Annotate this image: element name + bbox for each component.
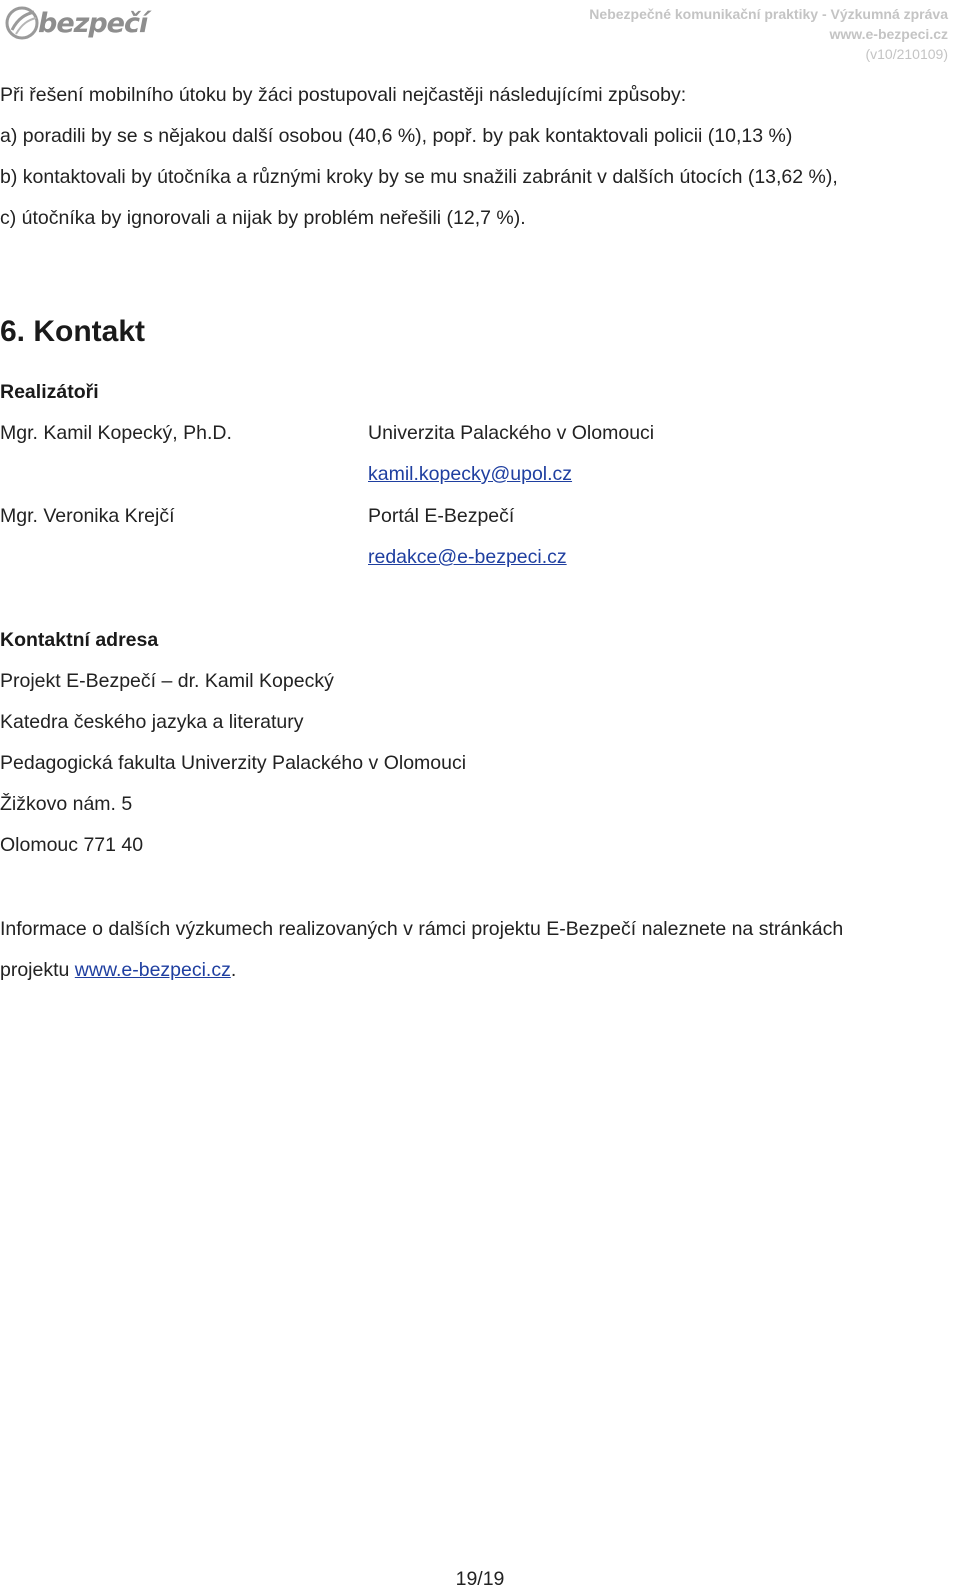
logo-text: bezpečí bbox=[38, 7, 148, 39]
document-title: Nebezpečné komunikační praktiky - Výzkumná zpráva bbox=[589, 6, 948, 22]
logo bbox=[4, 2, 154, 44]
intro-line: Při řešení mobilního útoku by žáci postupovali nejčastěji následujícími způsoby: bbox=[0, 84, 687, 106]
intro-item-c: c) útočníka by ignorovali a nijak by problém neřešili (12,7 %). bbox=[0, 207, 526, 229]
info-line: Informace o dalších výzkumech realizovaných v rámci projektu E-Bezpečí naleznete na stránkách bbox=[0, 918, 844, 940]
address-heading: Kontaktní adresa bbox=[0, 629, 159, 651]
page-number: 19/19 bbox=[455, 1568, 505, 1590]
page-header bbox=[0, 0, 960, 62]
address-line: Olomouc 771 40 bbox=[0, 834, 144, 856]
address-line: Projekt E-Bezpečí – dr. Kamil Kopecký bbox=[0, 670, 334, 692]
document-version: (v10/210109) bbox=[865, 46, 948, 62]
section-heading: 6. Kontakt bbox=[0, 315, 146, 348]
address-line: Žižkovo nám. 5 bbox=[0, 793, 133, 815]
person2-email-link[interactable]: redakce@e-bezpeci.cz bbox=[368, 546, 567, 568]
person1-name: Mgr. Kamil Kopecký, Ph.D. bbox=[0, 422, 232, 444]
person1-org: Univerzita Palackého v Olomouci bbox=[368, 422, 655, 444]
intro-item-b: b) kontaktovali by útočníka a různými kroky by se mu snažili zabránit v dalších útocích (13,62 %), bbox=[0, 166, 838, 188]
website-link[interactable]: www.e-bezpeci.cz bbox=[74, 959, 231, 981]
intro-item-a: a) poradili by se s nějakou další osobou (40,6 %), popř. by pak kontaktovali policii (10,13 %) bbox=[0, 125, 793, 147]
person2-org: Portál E-Bezpečí bbox=[368, 505, 515, 527]
info-prefix: projektu bbox=[0, 959, 75, 981]
person2-name: Mgr. Veronika Krejčí bbox=[0, 505, 175, 527]
header-url: www.e-bezpeci.cz bbox=[829, 26, 948, 42]
e-bezpeci-logo-icon bbox=[4, 4, 40, 42]
header-info bbox=[589, 4, 948, 64]
address-line: Pedagogická fakulta Univerzity Palackého v Olomouci bbox=[0, 752, 467, 774]
info-line-2 bbox=[0, 959, 236, 982]
realizatori-heading: Realizátoři bbox=[0, 381, 99, 403]
address-line: Katedra českého jazyka a literatury bbox=[0, 711, 304, 733]
person1-email-link[interactable]: kamil.kopecky@upol.cz bbox=[368, 463, 573, 485]
info-suffix: . bbox=[230, 959, 237, 981]
